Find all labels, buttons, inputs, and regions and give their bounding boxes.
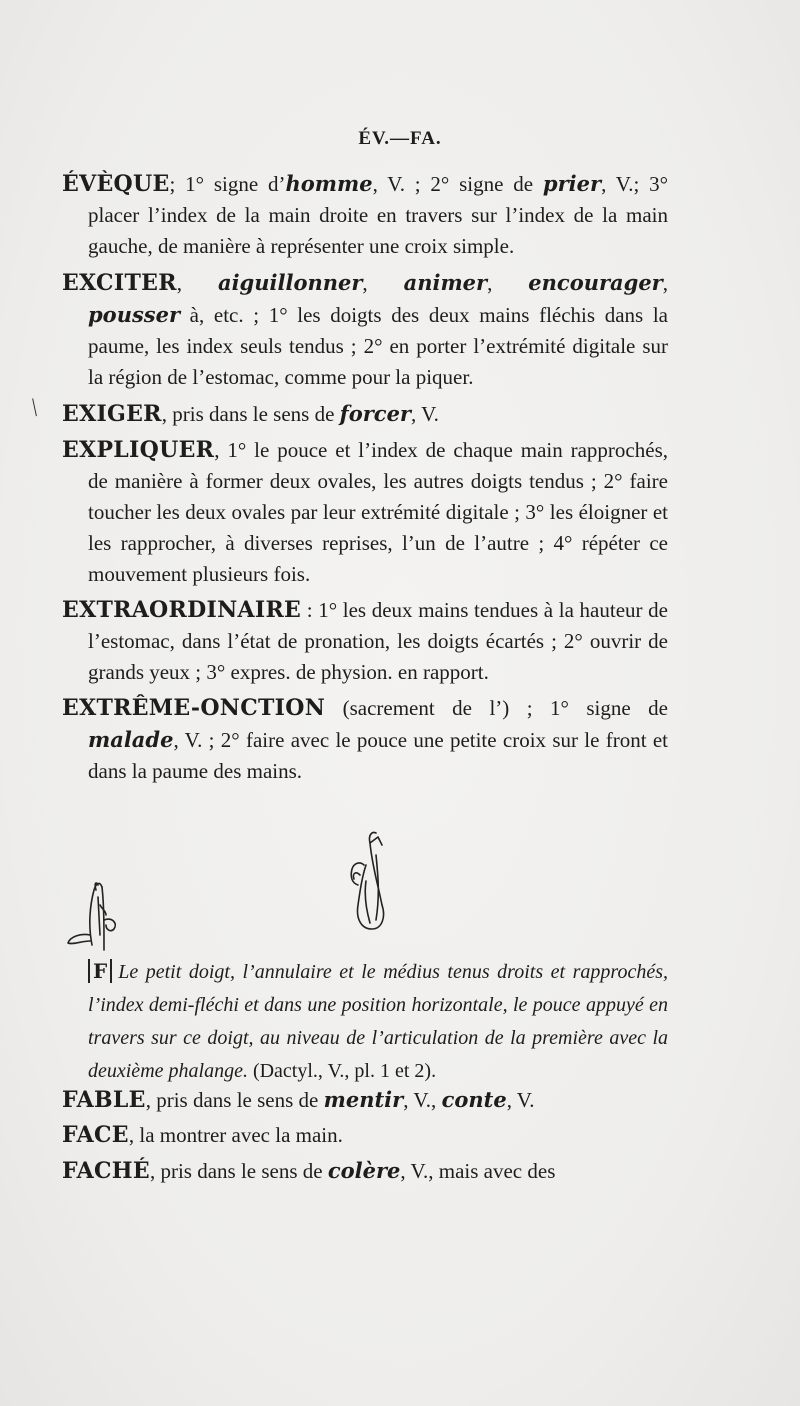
cross-reference: conte <box>441 1087 507 1112</box>
entry-text: , pris dans le sens de <box>149 1159 328 1183</box>
entry-text: (sacrement de l’) ; 1° signe de <box>325 696 668 720</box>
cross-reference: encourager <box>528 270 663 295</box>
entry-text: , <box>487 271 529 295</box>
letter-f-description <box>88 955 668 1088</box>
entry-headword: ÉVÈQUE <box>62 171 170 197</box>
entry-text: , V., mais avec des <box>400 1159 556 1183</box>
entry-text: , V. <box>411 402 439 426</box>
dictionary-entries <box>62 168 668 792</box>
entry-text: , pris dans le sens de <box>145 1088 324 1112</box>
entry-text: , <box>176 271 218 295</box>
entry-text: , V., <box>403 1088 442 1112</box>
entry-text: , 1° le pouce et l’index de chaque main rapprochés, de manière à former deux ovales, les autres doigts tendus ; 2° faire toucher les deux ovales par leur extrémité digitale ; 3° les éloigner et les rapprocher, à diverses reprises, l’un de l’autre ; 4° répéter ce mouvement plusieurs fois. <box>88 438 668 586</box>
entry-headword: FACHÉ <box>62 1158 150 1184</box>
entry-headword: EXPLIQUER <box>62 437 215 463</box>
dictionary-entry <box>62 435 668 590</box>
dictionary-entry <box>62 693 668 787</box>
dictionary-entry <box>62 595 668 688</box>
entry-text: , V. ; 2° signe de <box>372 172 543 196</box>
cross-reference: pousser <box>88 302 181 327</box>
cross-reference: homme <box>285 171 373 196</box>
dictionary-entry <box>62 267 668 393</box>
entry-text: , <box>362 271 404 295</box>
entry-headword: FABLE <box>62 1087 146 1113</box>
cross-reference: prier <box>542 171 602 196</box>
entry-text: , V.; 3° placer l’index de la main droite en travers sur l’index de la main gauche, de manière à représenter une croix simple. <box>88 172 668 258</box>
entry-text: à, etc. ; 1° les doigts des deux mains fléchis dans la paume, les index seuls tendus ; 2° en porter l’extrémité digitale sur la région de l’estomac, comme pour la piquer. <box>88 303 668 389</box>
letter-f-reference: (Dactyl., V., pl. 1 et 2). <box>252 1060 437 1082</box>
entry-headword: FACE <box>62 1122 129 1148</box>
entry-text: , pris dans le sens de <box>161 402 340 426</box>
entry-headword: EXIGER <box>62 401 162 427</box>
entry-text: , la montrer avec la main. <box>128 1123 343 1147</box>
entry-text: , V. ; 2° faire avec le pouce une petite croix sur le front et dans la paume des mains. <box>88 728 668 783</box>
entry-text: , V. <box>506 1088 535 1112</box>
entry-headword: EXCITER <box>62 270 177 296</box>
hand-left-icon <box>68 883 115 950</box>
dictionary-entry <box>62 398 668 430</box>
hand-right-icon <box>351 832 383 929</box>
dictionary-entries-f <box>62 1084 668 1191</box>
entry-headword: EXTRAORDINAIRE <box>62 597 302 623</box>
entry-text: ; 1° signe d’ <box>169 172 286 196</box>
dictionary-entry <box>62 1084 668 1116</box>
cross-reference: animer <box>403 270 488 295</box>
letter-f: F <box>88 959 112 983</box>
cross-reference: colère <box>327 1158 401 1183</box>
running-header: ÉV.—FA. <box>358 128 442 149</box>
cross-reference: forcer <box>339 401 411 426</box>
dictionary-entry <box>62 1155 668 1187</box>
cross-reference: aiguillonner <box>217 270 363 295</box>
dictionary-entry <box>62 168 668 262</box>
margin-mark <box>32 398 40 416</box>
entry-headword: EXTRÊME-ONCTION <box>62 695 326 721</box>
cross-reference: mentir <box>323 1087 404 1112</box>
dictionary-entry <box>62 1120 668 1151</box>
entry-text: : 1° les deux mains tendues à la hauteur de l’estomac, dans l’état de pronation, les doigts écartés ; 2° ouvrir de grands yeux ; 3° expres. de physion. en rapport. <box>88 598 668 684</box>
letter-f-text: Le petit doigt, l’annulaire et le médius tenus droits et rapprochés, l’index demi-fléchi et dans une position horizontale, le pouce appuyé en travers sur ce doigt, au niveau de l’articulation de la première avec la deuxième phalange. <box>88 961 668 1082</box>
entry-text: , <box>662 271 669 295</box>
cross-reference: malade <box>88 727 174 752</box>
